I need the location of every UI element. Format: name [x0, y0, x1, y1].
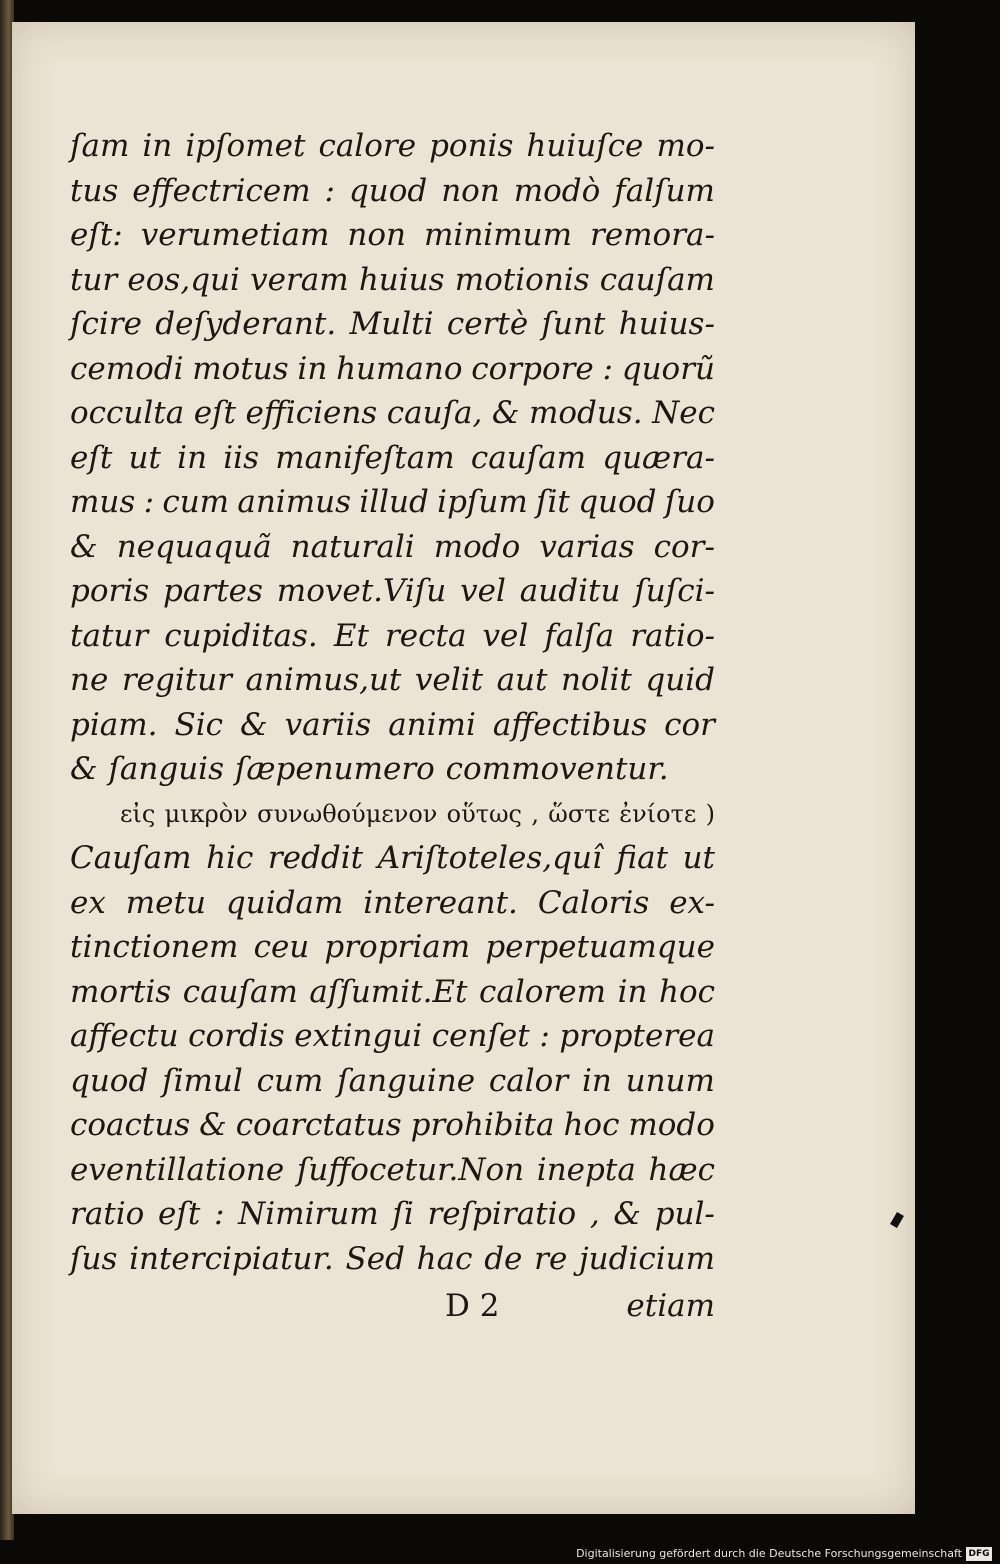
book-page — [12, 22, 915, 1514]
text-line: affectu cordis extingui cenſet : propterea — [70, 1018, 715, 1054]
text-line: ſus intercipiatur. Sed hac de re judicium — [70, 1240, 715, 1277]
text-line: eventillatione ſuffocetur.Non inepta hæc — [70, 1151, 715, 1188]
text-paragraph-2 — [70, 836, 715, 1281]
text-line: piam. Sic & variis animi affectibus cor — [70, 706, 715, 743]
text-line: tinctionem ceu propriam perpetuamque — [70, 929, 715, 965]
text-line: eſt ut in iis manifeſtam cauſam quæra- — [70, 439, 715, 476]
text-line: tur eos,qui veram huius motionis cauſam — [70, 261, 715, 298]
text-line: mus : cum animus illud ipſum ſit quod ſuo — [70, 484, 715, 520]
text-line: eſt: verumetiam non minimum remora- — [70, 217, 715, 253]
text-paragraph-1 — [70, 124, 715, 792]
text-line: & nequaquã naturali modo varias cor- — [70, 528, 715, 565]
greek-quotation: εἰς μικρὸν συνωθούμενον οὕτως , ὥστε ἐνίοτε ) — [120, 799, 715, 828]
text-line: cemodi motus in humano corpore : quorũ — [70, 350, 715, 387]
text-line: quod ſimul cum ſanguine calor in unum — [70, 1062, 715, 1099]
text-line: coactus & coarctatus prohibita hoc modo — [70, 1107, 715, 1143]
digitization-credit: Digitalisierung gefördert durch die Deutsche Forschungsgemeinschaft — [576, 1547, 962, 1560]
text-line: ex metu quidam intereant. Caloris ex- — [70, 884, 715, 921]
page-footer — [70, 1281, 715, 1331]
text-line: mortis cauſam aſſumit.Et calorem in hoc — [70, 973, 715, 1010]
text-line: ſcire deſyderant. Multi certè ſunt huius- — [70, 306, 715, 342]
text-line: ſam in ipſomet calore ponis huiuſce mo- — [70, 128, 715, 164]
text-line: & ſanguis ſæpenumero commoventur. — [70, 751, 669, 787]
text-line: tus effectricem : quod non modò falſum — [70, 172, 715, 209]
dfg-logo: DFG — [966, 1547, 992, 1561]
text-line: ratio eſt : Nimirum ſi reſpiratio , & pul- — [70, 1196, 715, 1232]
text-line: ne regitur animus,ut velit aut nolit quid — [70, 662, 715, 698]
catchword: etiam — [626, 1288, 715, 1324]
signature-mark: D 2 — [445, 1288, 500, 1324]
page-text — [70, 124, 715, 1331]
text-line: tatur cupiditas. Et recta vel falſa ratio- — [70, 617, 715, 654]
text-line: poris partes movet.Viſu vel auditu ſuſci- — [70, 573, 715, 609]
text-line: occulta eſt efficiens cauſa, & modus. Nec — [70, 395, 715, 431]
text-line: Cauſam hic reddit Ariſtoteles,quî fiat ut — [70, 840, 715, 876]
